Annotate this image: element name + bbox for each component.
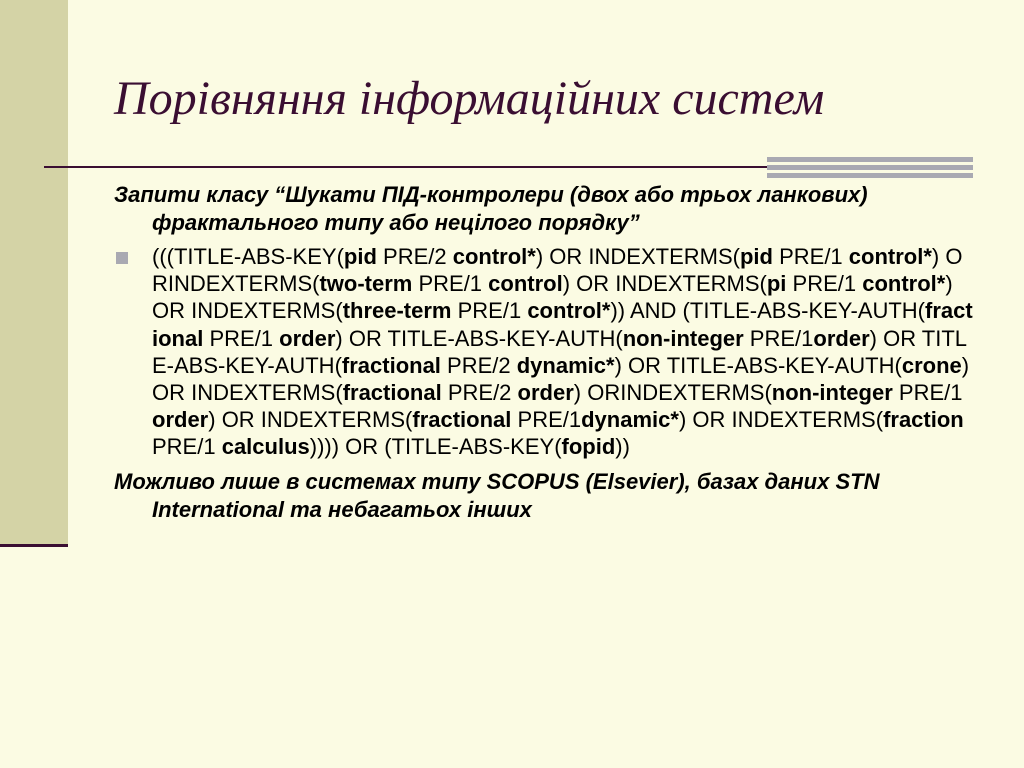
query-term: fractional [342, 380, 442, 406]
query-operator: PRE/2 [440, 352, 517, 378]
query-term: two-term [319, 271, 413, 297]
query-term: pid [343, 244, 377, 269]
query-term: fraction [883, 407, 964, 433]
search-query-text [152, 244, 973, 459]
query-operator: ) ORINDEXTERMS( [573, 380, 772, 406]
query-term: control* [862, 271, 946, 297]
query-term: fopid [561, 434, 616, 460]
slide-title: Порівняння інформаційних систем [114, 72, 825, 125]
query-term: pid [739, 244, 773, 269]
accent-bar [767, 173, 973, 178]
query-operator: (((TITLE-ABS-KEY( [152, 244, 344, 269]
conclusion-paragraph: Можливо лише в системах типу SCOPUS (Elsevier), базах даних STN International та небагатьох інших [114, 468, 880, 522]
query-operator: PRE/1 [743, 325, 814, 351]
query-operator: PRE/1 [412, 271, 489, 297]
square-bullet-icon [116, 252, 128, 264]
query-operator: ) OR INDEXTERMS( [152, 352, 970, 406]
query-term: order [152, 407, 209, 433]
query-term: crone [901, 352, 962, 378]
query-operator: PRE/1 [511, 407, 582, 433]
query-term: fractional [341, 352, 441, 378]
query-term: calculus [221, 434, 310, 460]
intro-paragraph: Запити класу “Шукати ПІД-контролери (двох або трьох ланкових) фрактального типу або нецілого порядку” [114, 182, 868, 235]
query-operator: PRE/2 [441, 380, 518, 406]
slide-body [114, 181, 974, 530]
query-term: dynamic* [581, 407, 679, 433]
query-operator: ) OR INDEXTERMS( [562, 271, 767, 297]
query-operator: ) OR TITLE-ABS-KEY-AUTH( [335, 325, 623, 351]
query-term: dynamic* [516, 352, 615, 378]
query-term: order [813, 325, 870, 351]
query-operator: )))) OR (TITLE-ABS-KEY( [309, 434, 562, 460]
query-operator: PRE/1 [772, 244, 849, 269]
query-operator: )) AND (TITLE-ABS-KEY-AUTH( [610, 298, 925, 324]
query-operator: ) ORINDEXTERMS( [152, 244, 963, 297]
query-operator: )) [615, 434, 630, 460]
query-term: control* [452, 244, 536, 269]
query-operator: ) OR TITLE-ABS-KEY-AUTH( [152, 325, 968, 378]
query-operator: ) OR INDEXTERMS( [208, 407, 413, 433]
query-term: pi [766, 271, 787, 297]
query-operator: ) OR TITLE-ABS-KEY-AUTH( [614, 352, 902, 378]
query-term: control* [848, 244, 932, 269]
query-operator: PRE/1 [203, 325, 280, 351]
query-term: fractional [152, 298, 973, 351]
query-operator: PRE/1 [152, 434, 222, 460]
query-operator: PRE/1 [892, 380, 963, 406]
query-term: control [488, 271, 563, 297]
query-term: control* [527, 298, 611, 324]
query-term: non-integer [622, 325, 744, 351]
side-rule [0, 544, 68, 547]
query-term: order [279, 325, 336, 351]
query-operator: ) OR INDEXTERMS( [535, 244, 740, 269]
query-term: three-term [342, 298, 452, 324]
accent-bar [767, 157, 973, 162]
query-term: order [517, 380, 574, 406]
side-band [0, 0, 68, 544]
query-operator: PRE/1 [451, 298, 528, 324]
search-query-item [152, 243, 974, 461]
title-accent-bars [767, 157, 973, 181]
accent-bar [767, 165, 973, 170]
query-term: non-integer [771, 380, 893, 406]
query-operator: PRE/2 [376, 244, 453, 269]
query-operator: ) OR INDEXTERMS( [152, 271, 953, 324]
title-divider [44, 166, 767, 168]
query-term: fractional [412, 407, 512, 433]
query-operator: PRE/1 [786, 271, 863, 297]
query-operator: ) OR INDEXTERMS( [678, 407, 884, 433]
